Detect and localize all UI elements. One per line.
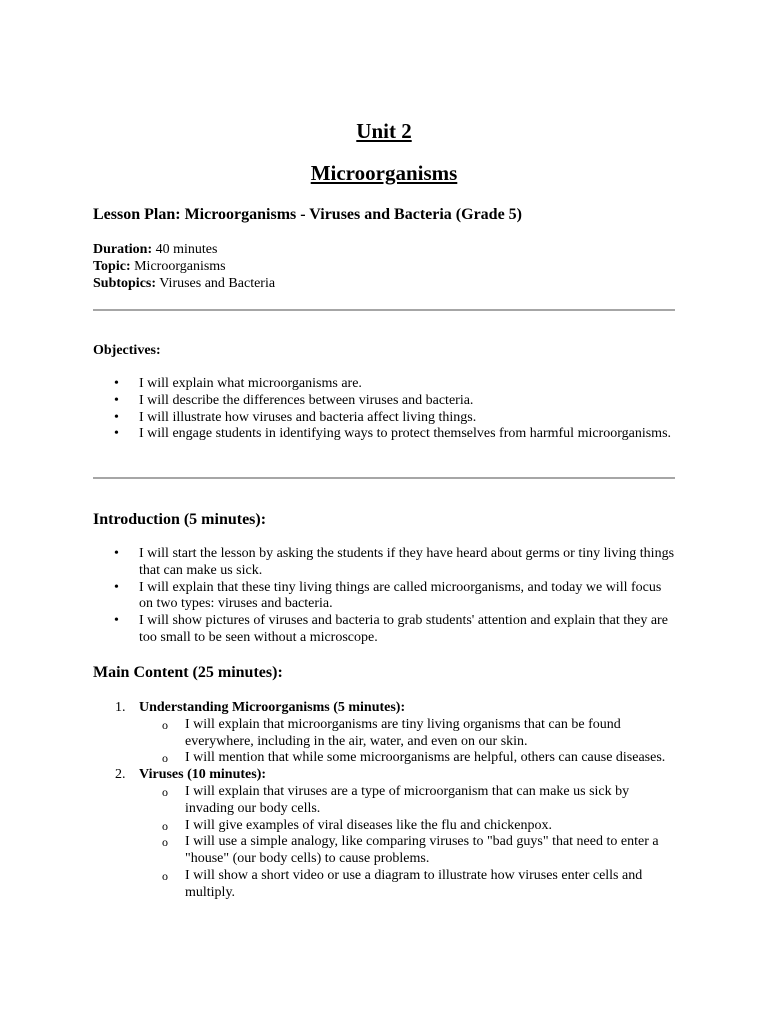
sub-bullet-marker: o [162,784,168,799]
introduction-list [93,546,675,647]
list-item: • I will engage students in identifying ways to protect themselves from harmful microorganisms. [114,426,672,442]
divider [93,477,675,479]
unit-heading: Unit 2 [356,119,412,143]
subtopics-label: Subtopics: [93,276,157,291]
bullet-marker: • [114,392,119,408]
numbered-section [93,700,675,767]
lesson-plan-heading: Lesson Plan: Microorganisms - Viruses and Bacteria (Grade 5) [93,206,523,223]
subtopics-value: Viruses and Bacteria [156,276,276,291]
sub-bullet-marker: o [162,818,168,833]
list-item: o I will use a simple analogy, like comparing viruses to "bad guys" that need to enter a "house" (our body cells) to cause problems. [162,834,659,867]
sub-list [139,784,675,902]
section-number: 1. [115,700,126,715]
divider [93,309,675,311]
topic-line [93,258,226,275]
section-title: Understanding Microorganisms (5 minutes): [139,700,406,715]
sub-bullet-marker: o [162,717,168,732]
bullet-marker: • [114,409,119,425]
subtopics-line [93,275,275,292]
page-title: Microorganisms [310,161,458,185]
duration-value: 40 minutes [152,242,218,257]
list-item: • I will explain what microorganisms are. [114,376,362,391]
list-item: • I will show pictures of viruses and bacteria to grab students' attention and explain that they are too small to be seen without a microscope. [114,613,668,645]
main-content-heading: Main Content (25 minutes): [93,664,283,681]
sub-bullet-marker: o [162,751,168,766]
list-item: • I will describe the differences between viruses and bacteria. [114,392,474,408]
objectives-list [93,376,675,443]
bullet-marker: • [114,613,119,629]
list-item: o I will explain that microorganisms are tiny living organisms that can be found everywhere, including in the air, water, and even on our skin. [162,716,621,749]
objectives-heading: Objectives: [93,343,161,358]
list-item: o I will mention that while some microorganisms are helpful, others can cause diseases. [162,750,666,766]
topic-label: Topic: [93,259,131,274]
section-title: Viruses (10 minutes): [139,767,267,783]
sub-bullet-marker: o [162,868,168,883]
list-item: o I will give examples of viral diseases like the flu and chickenpox. [162,817,553,833]
bullet-marker: • [114,579,119,595]
numbered-section [93,767,675,901]
duration-line [93,241,217,258]
bullet-marker: • [114,426,119,442]
main-content-list [93,700,675,902]
list-item: • I will illustrate how viruses and bacteria affect living things. [114,409,477,425]
sub-list [139,717,675,767]
duration-label: Duration: [93,242,153,257]
bullet-marker: • [114,376,119,391]
list-item: o I will show a short video or use a diagram to illustrate how viruses enter cells and multiply. [162,867,643,900]
introduction-heading: Introduction (5 minutes): [93,511,267,528]
list-item: • I will explain that these tiny living things are called microorganisms, and today we will focus on two types: viruses and bacteria. [114,579,662,612]
list-item: • I will start the lesson by asking the students if they have heard about germs or tiny living things that can make us sick. [114,546,675,578]
section-number: 2. [115,767,126,783]
bullet-marker: • [114,546,119,561]
list-item: o I will explain that viruses are a type of microorganism that can make us sick by invading our body cells. [162,783,630,816]
topic-value: Microorganisms [130,259,226,274]
sub-bullet-marker: o [162,835,168,850]
